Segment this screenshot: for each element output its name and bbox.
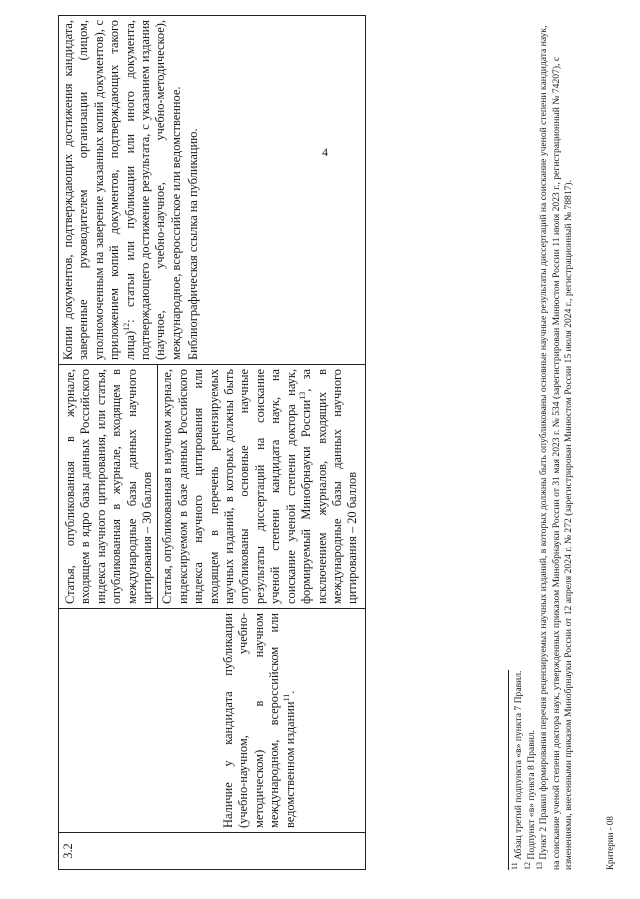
table-row xyxy=(59,16,366,870)
footnote xyxy=(509,15,526,870)
bibliography-paragraph: Библиографическая ссылка на публикацию. xyxy=(186,128,201,360)
footnote-text: Пункт 2 Правил формирования перечня рецензируемых научных изданий, в которых должны быть опубликованы основные научные результаты диссертаций на соискание ученой степени кандидата наук, на соискание ученой степени доктора наук, утвержденных приказом Минобрнауки России от 31 мая 2023 г. № 534 (зарегистрирован Минюстом России 11 июля 2023 г., регистрационный № 74207), с изменениями, внесенными приказом Минобрнауки России от 12 апреля 2024 г. № 272 (зарегистрирован Минюстом России 15 июля 2024 г., регистрационный № 78817). xyxy=(538,25,574,870)
documents-text-end: : статьи или публикации или иного документа, подтверждающего достижение результата, с указанием издания (научное, учебно-научное, учебно-методическое), международное, всероссийское или ведомственное. xyxy=(122,20,183,360)
footer-text: Критерии - 08 xyxy=(605,816,615,870)
publication-cell xyxy=(59,365,366,609)
footnotes xyxy=(508,15,576,870)
footnote-divider xyxy=(508,670,509,870)
criterion-text: Наличие у кандидата публикации (учебно-научном, учебно-методическом) в научном международном, всероссийском или ведомственном издании xyxy=(221,613,297,828)
publication-text: Статья, опубликованная в журнале, входящем в ядро базы данных Российского индекса научного цитирования, или статья, опубликованная в журнале, входящем в международные базы данных научного цитирования – 30 баллов xyxy=(63,369,155,604)
criterion-end: . xyxy=(282,690,297,694)
footnote-ref: 12 xyxy=(121,322,131,331)
rotated-sheet xyxy=(30,15,620,875)
footnote-mark: 12 xyxy=(522,862,532,870)
footnote-text: Абзац третий подпункта «в» пункта 7 Правил. xyxy=(513,670,524,860)
publication-option-20 xyxy=(158,365,362,608)
footnote-ref: 13 xyxy=(297,391,307,400)
row-number: 3.2 xyxy=(59,833,366,870)
documents-text: Копии документов, подтверждающих достижения кандидата, заверенные руководителем организации (лицом, уполномоченным на заверение указанных копий документов), с приложением копий документов, подтверждающих такого лица) xyxy=(61,20,137,360)
criterion-cell xyxy=(59,609,366,833)
footnote-mark: 13 xyxy=(534,862,544,870)
publication-option-30 xyxy=(61,365,158,608)
footnote-text: Подпункт «в» пункта 8 Правил. xyxy=(525,729,537,860)
publication-text-end: , за исключением журналов, входящих в международные базы данных научного цитирования – 20 баллов xyxy=(299,369,360,604)
footnote-mark: 11 xyxy=(509,862,519,870)
page-number: 4 xyxy=(322,145,328,159)
footnote xyxy=(534,15,576,870)
criteria-table xyxy=(58,15,366,870)
documents-paragraph xyxy=(61,20,184,360)
documents-cell xyxy=(59,16,366,365)
footnote xyxy=(522,15,539,870)
footnote-ref: 11 xyxy=(281,693,291,702)
publication-text: Статья, опубликованная в научном журнале, индексируемом в базе данных Российского индекса научного цитирования или входящем в перечень рецензируемых научных изданий, в которых должны быть опубликованы основные научные результаты диссертаций на соискание ученой степени кандидата наук, на соискание ученой степени доктора наук, формируемый Минобрнауки России xyxy=(160,369,314,604)
